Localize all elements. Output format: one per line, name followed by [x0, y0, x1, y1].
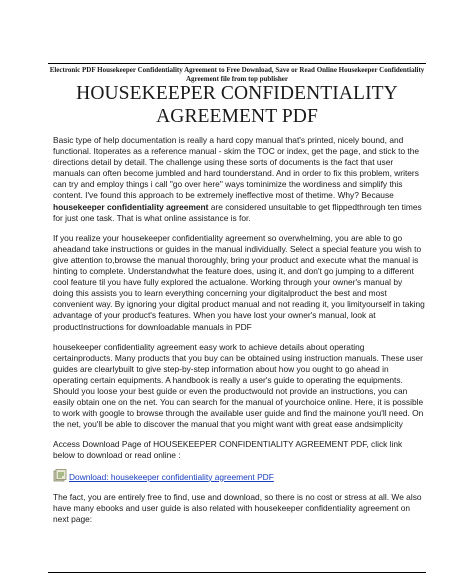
download-link[interactable]: Download: housekeeper confidentiality agreement PDF — [69, 471, 274, 482]
bottom-rule — [48, 572, 426, 573]
download-icon — [53, 469, 67, 482]
title-line-2: AGREEMENT PDF — [156, 106, 318, 127]
paragraph-3-text: certainproducts. Many products that you buy can be obtained using instruction manuals. These user guides are clearlybuilt to give step-by-step information about how you ought to go ahead in operating certain equipments. A handbook is really a user's guide to operating the equipments. Should you loose your best guide or even the productwould not provide an instructions, you can easily obtain one on the net. You can search for the manual of yourchoice online. Here, it is possible to work with google to browse through the available user guide and find the mainone you'll need. On the net, you'll be able to discover the manual that you might want with great ease andsimplicity — [53, 352, 424, 430]
top-rule — [48, 63, 426, 64]
header-note: Electronic PDF Housekeeper Confidentiality Agreement to Free Download, Save or Read Online Housekeeper Confidentiality Agreement file from top publisher — [49, 66, 425, 83]
download-row[interactable] — [53, 468, 425, 482]
paragraph-1-bold: housekeeper confidentiality agreement — [53, 201, 209, 212]
document-body — [53, 135, 425, 534]
paragraph-1 — [53, 135, 425, 224]
paragraph-3 — [53, 342, 425, 431]
paragraph-2: If you realize your housekeeper confidentiality agreement so overwhelming, you are able to go aheadand take instructions or guides in the manual individually. Select a special feature you wish to give attention to,browse the manual thoroughly, bring your product and execute what the manual is hinting to complete. Understandwhat the feature does, using it, and don't go jumping to a different cool feature til you have fully explored the actualone. Working through your owner's manual by doing this assists you to learn everything concerning your digitalproduct the best and most convenient way. By ignoring your digital product manual and not reading it, you limityourself in taking advantage of your product's features. When you have lost your owner's manual, look at productInstructions for downloadable manuals in PDF — [53, 232, 425, 332]
paragraph-4: Access Download Page of HOUSEKEEPER CONFIDENTIALITY AGREEMENT PDF, click link below to download or read online : — [53, 439, 403, 461]
paragraph-5: The fact, you are entirely free to find, use and download, so there is no cost or stress at all. We also have many ebooks and user guide is also related with housekeeper confidentiality agreement on next page: — [53, 491, 422, 524]
paragraph-1-text: Basic type of help documentation is really a hard copy manual that's printed, nicely bound, and functional. Itoperates as a reference manual - skim the TOC or index, get the page, and stick to the directions detail by detail. The challenge using these sorts of documents is the fact that user manuals can often become jumbled and hard tounderstand. And in order to fix this problem, writers can try and employ things i call "go over here" ways tominimize the wordiness and simplify this content. I've found this approach to be extremely ineffective most of thetime. Why? Because — [53, 135, 420, 201]
page-title — [48, 82, 426, 128]
paragraph-3-lead: housekeeper confidentiality agreement easy work to achieve details about operating — [53, 341, 365, 352]
title-line-1: HOUSEKEEPER CONFIDENTIALITY — [76, 83, 398, 104]
paragraph-1-tail: are considered unsuitable to get flippedthrough ten times for just one task. That is what online assistance is for. — [53, 201, 422, 223]
